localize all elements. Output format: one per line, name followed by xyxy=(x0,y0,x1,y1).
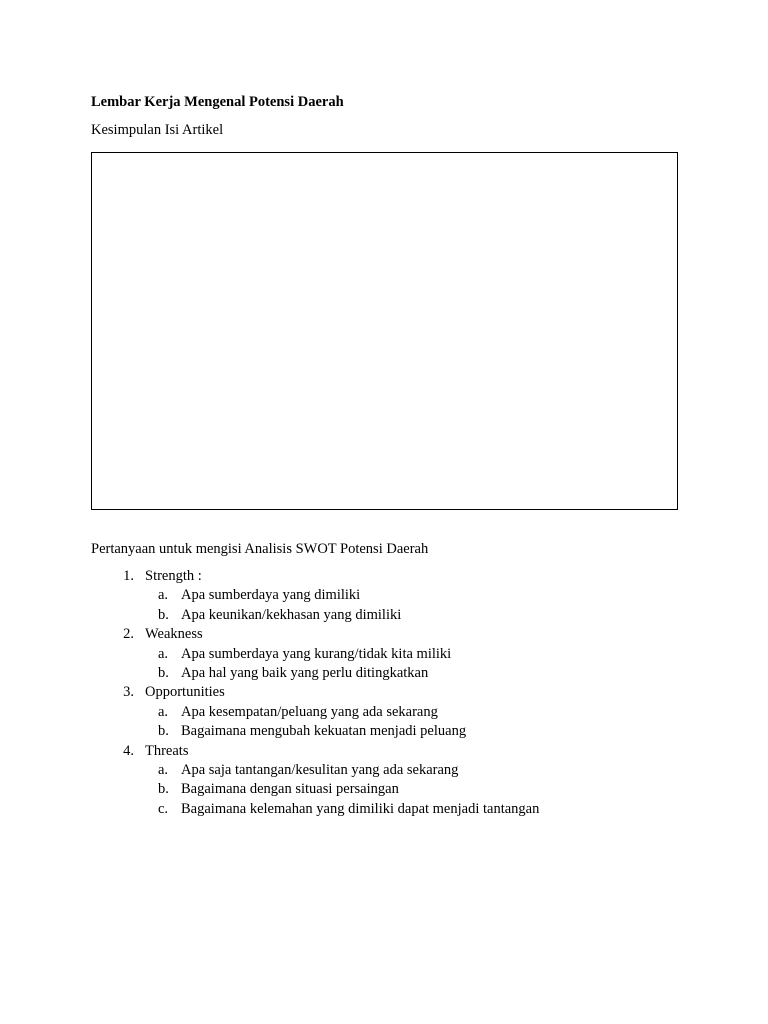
sub-question-text: Apa keunikan/kekhasan yang dimiliki xyxy=(181,606,402,623)
swot-question-list xyxy=(91,567,679,819)
sub-question-list xyxy=(91,645,679,684)
question-number: 1. xyxy=(123,568,134,584)
sub-question-item xyxy=(91,606,679,625)
sub-question-item xyxy=(91,664,679,683)
question-item-strength xyxy=(91,567,679,625)
sub-question-text: Apa kesempatan/peluang yang ada sekarang xyxy=(181,703,438,720)
question-label: Strength : xyxy=(145,568,202,584)
sub-question-list xyxy=(91,703,679,742)
question-label: Opportunities xyxy=(145,684,225,701)
sub-question-letter: a. xyxy=(158,703,169,720)
section-subtitle: Kesimpulan Isi Artikel xyxy=(91,122,224,138)
sub-question-letter: a. xyxy=(158,762,169,779)
sub-question-item xyxy=(91,722,679,741)
sub-question-text: Apa saja tantangan/kesulitan yang ada sekarang xyxy=(181,762,459,779)
question-number: 2. xyxy=(123,626,134,643)
sub-question-item xyxy=(91,703,679,722)
sub-question-letter: b. xyxy=(158,781,169,798)
sub-question-letter: b. xyxy=(158,723,169,740)
sub-question-item xyxy=(91,800,679,819)
worksheet-page xyxy=(91,92,679,819)
question-number: 3. xyxy=(123,684,134,701)
sub-question-item xyxy=(91,780,679,799)
question-label: Threats xyxy=(145,742,189,759)
sub-question-list xyxy=(91,586,679,625)
sub-question-text: Bagaimana kelemahan yang dimiliki dapat menjadi tantangan xyxy=(181,800,540,817)
sub-question-text: Apa sumberdaya yang dimiliki xyxy=(181,587,361,604)
summary-answer-box xyxy=(91,152,678,510)
sub-question-item xyxy=(91,645,679,664)
sub-question-letter: b. xyxy=(158,665,169,682)
questions-heading: Pertanyaan untuk mengisi Analisis SWOT Potensi Daerah xyxy=(91,541,429,557)
sub-question-text: Bagaimana dengan situasi persaingan xyxy=(181,781,399,798)
question-number: 4. xyxy=(123,742,134,759)
question-item-opportunities xyxy=(91,683,679,741)
sub-question-text: Apa sumberdaya yang kurang/tidak kita miliki xyxy=(181,645,452,662)
sub-question-list xyxy=(91,761,679,819)
question-item-threats xyxy=(91,742,679,820)
question-label: Weakness xyxy=(145,626,203,643)
sub-question-item xyxy=(91,761,679,780)
sub-question-letter: a. xyxy=(158,587,169,604)
sub-question-letter: a. xyxy=(158,645,169,662)
sub-question-text: Apa hal yang baik yang perlu ditingkatkan xyxy=(181,665,429,682)
sub-question-letter: c. xyxy=(158,800,169,817)
page-title: Lembar Kerja Mengenal Potensi Daerah xyxy=(91,94,344,110)
question-item-weakness xyxy=(91,625,679,683)
sub-question-item xyxy=(91,586,679,605)
sub-question-letter: b. xyxy=(158,606,169,623)
sub-question-text: Bagaimana mengubah kekuatan menjadi peluang xyxy=(181,723,467,740)
